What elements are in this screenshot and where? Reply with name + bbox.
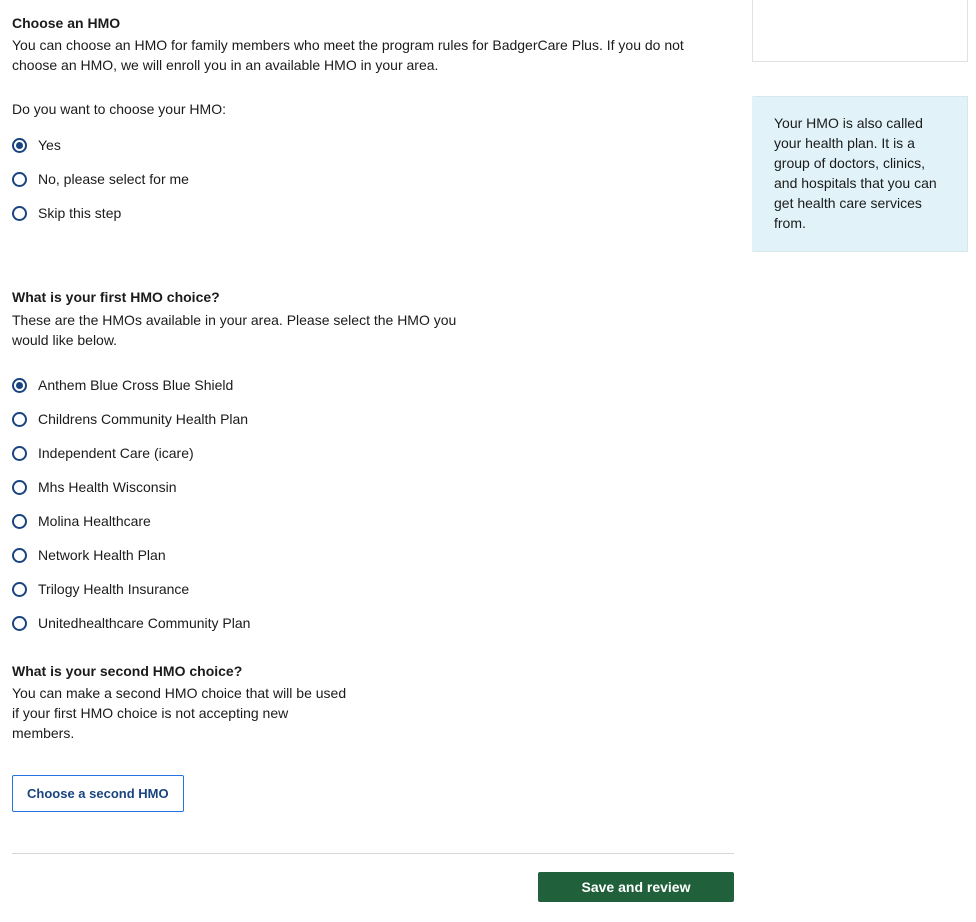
hmo-option-unitedhealthcare[interactable] bbox=[12, 610, 734, 636]
radio-icon[interactable] bbox=[12, 616, 27, 631]
radio-label: Molina Healthcare bbox=[38, 513, 151, 529]
choose-hmo-radio-group bbox=[12, 132, 734, 226]
form-footer bbox=[12, 872, 734, 902]
radio-option-yes[interactable] bbox=[12, 132, 734, 158]
main-content bbox=[12, 0, 734, 854]
section-divider bbox=[12, 853, 734, 854]
second-hmo-choice-description: You can make a second HMO choice that will be used if your first HMO choice is not accepting new members. bbox=[12, 685, 347, 741]
hmo-option-molina[interactable] bbox=[12, 508, 734, 534]
radio-icon[interactable] bbox=[12, 412, 27, 427]
radio-label: Network Health Plan bbox=[38, 547, 166, 563]
hmo-option-anthem[interactable] bbox=[12, 372, 734, 398]
first-hmo-choice-heading: What is your first HMO choice? bbox=[12, 289, 220, 305]
hmo-option-childrens-community[interactable] bbox=[12, 406, 734, 432]
hmo-option-network-health[interactable] bbox=[12, 542, 734, 568]
radio-icon[interactable] bbox=[12, 582, 27, 597]
radio-icon[interactable] bbox=[12, 172, 27, 187]
radio-label: Independent Care (icare) bbox=[38, 445, 194, 461]
first-hmo-radio-group bbox=[12, 372, 734, 636]
radio-option-skip-step[interactable] bbox=[12, 200, 734, 226]
radio-icon[interactable] bbox=[12, 548, 27, 563]
choose-second-hmo-button[interactable]: Choose a second HMO bbox=[12, 775, 184, 812]
radio-icon[interactable] bbox=[12, 446, 27, 461]
first-hmo-choice-section bbox=[12, 288, 734, 636]
radio-icon[interactable] bbox=[12, 138, 27, 153]
second-hmo-choice-heading: What is your second HMO choice? bbox=[12, 663, 243, 679]
radio-label: Skip this step bbox=[38, 205, 122, 221]
radio-label: Anthem Blue Cross Blue Shield bbox=[38, 377, 234, 393]
sidebar-info-text: Your HMO is also called your health plan. It is a group of doctors, clinics, and hospitals that you can get health care services from. bbox=[774, 115, 937, 231]
hmo-option-independent-care[interactable] bbox=[12, 440, 734, 466]
page-title: Choose an HMO bbox=[12, 15, 121, 31]
sidebar-info-card bbox=[752, 96, 968, 252]
radio-icon[interactable] bbox=[12, 514, 27, 529]
hmo-option-trilogy[interactable] bbox=[12, 576, 734, 602]
radio-label: Mhs Health Wisconsin bbox=[38, 479, 177, 495]
choose-hmo-question: Do you want to choose your HMO: bbox=[12, 101, 226, 117]
radio-icon[interactable] bbox=[12, 378, 27, 393]
intro-paragraph: You can choose an HMO for family members who meet the program rules for BadgerCare Plus. If you do not choose an HMO, we will enroll you in an available HMO in your area. bbox=[12, 37, 684, 73]
radio-label: Yes bbox=[38, 137, 61, 153]
first-hmo-choice-description: These are the HMOs available in your area. Please select the HMO you would like below. bbox=[12, 312, 457, 348]
radio-icon[interactable] bbox=[12, 480, 27, 495]
radio-label: Unitedhealthcare Community Plan bbox=[38, 615, 251, 631]
hmo-option-mhs-health[interactable] bbox=[12, 474, 734, 500]
radio-label: Childrens Community Health Plan bbox=[38, 411, 249, 427]
radio-label: No, please select for me bbox=[38, 171, 189, 187]
radio-label: Trilogy Health Insurance bbox=[38, 581, 190, 597]
radio-icon[interactable] bbox=[12, 206, 27, 221]
save-and-review-button[interactable]: Save and review bbox=[538, 872, 734, 902]
radio-option-select-for-me[interactable] bbox=[12, 166, 734, 192]
second-hmo-choice-section bbox=[12, 662, 734, 812]
sidebar-links-card bbox=[752, 0, 968, 62]
